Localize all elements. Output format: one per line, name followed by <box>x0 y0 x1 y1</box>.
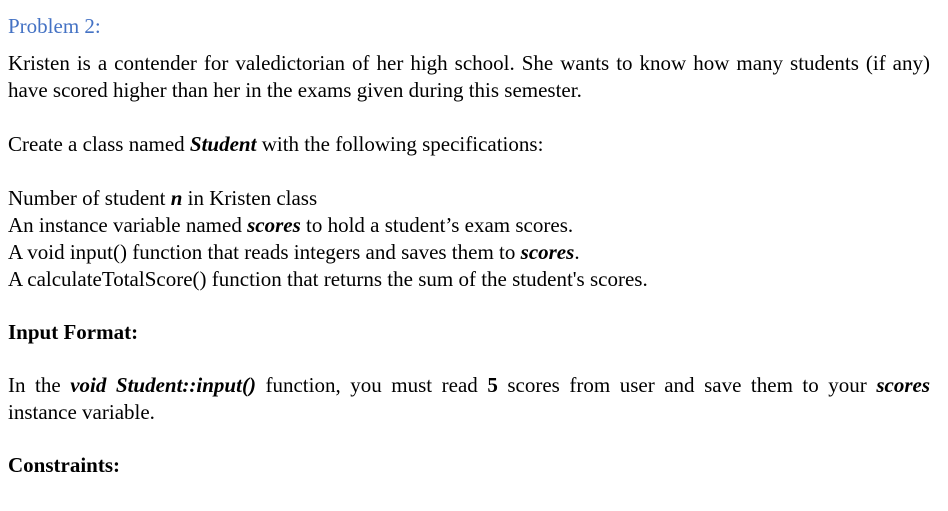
input-format-text: function, you must read <box>255 373 488 397</box>
document-body <box>8 10 930 479</box>
spec-variable-scores: scores <box>520 240 575 264</box>
input-format-text: In the <box>8 373 71 397</box>
input-format-variable-scores: scores <box>876 373 930 397</box>
input-function-name: void Student::input() <box>70 373 256 397</box>
create-class-paragraph <box>8 131 930 158</box>
spec-variable-n: n <box>170 186 183 210</box>
intro-paragraph: Kristen is a contender for valedictorian of her high school. She wants to know how many students (if any) have scored higher than her in the exams given during this semester. <box>8 51 930 102</box>
input-format-paragraph <box>8 372 930 426</box>
spec-line-input <box>8 239 930 266</box>
input-format-text: instance variable. <box>8 400 155 424</box>
spec-text: to hold a student’s exam scores. <box>300 213 574 237</box>
spec-text: An instance variable named <box>8 213 248 237</box>
class-name: Student <box>189 132 257 156</box>
spec-line-scores <box>8 212 930 239</box>
specification-list <box>8 185 930 293</box>
spec-variable-scores: scores <box>247 213 301 237</box>
create-class-text-before: Create a class named <box>8 132 190 156</box>
score-count: 5 <box>487 373 498 397</box>
problem-title: Problem 2: <box>8 14 101 38</box>
spec-line-students <box>8 185 930 212</box>
input-format-title: Input Format: <box>8 320 139 344</box>
constraints-title: Constraints: <box>8 453 121 477</box>
spec-text: Number of student <box>8 186 171 210</box>
spec-line-total-score: A calculateTotalScore() function that returns the sum of the student's scores. <box>8 267 648 291</box>
spec-text: in Kristen class <box>182 186 318 210</box>
spec-text: . <box>574 240 580 264</box>
input-format-text: scores from user and save them to your <box>497 373 877 397</box>
spec-text: A void input() function that reads integers and saves them to <box>8 240 521 264</box>
create-class-text-after: with the following specifications: <box>256 132 544 156</box>
